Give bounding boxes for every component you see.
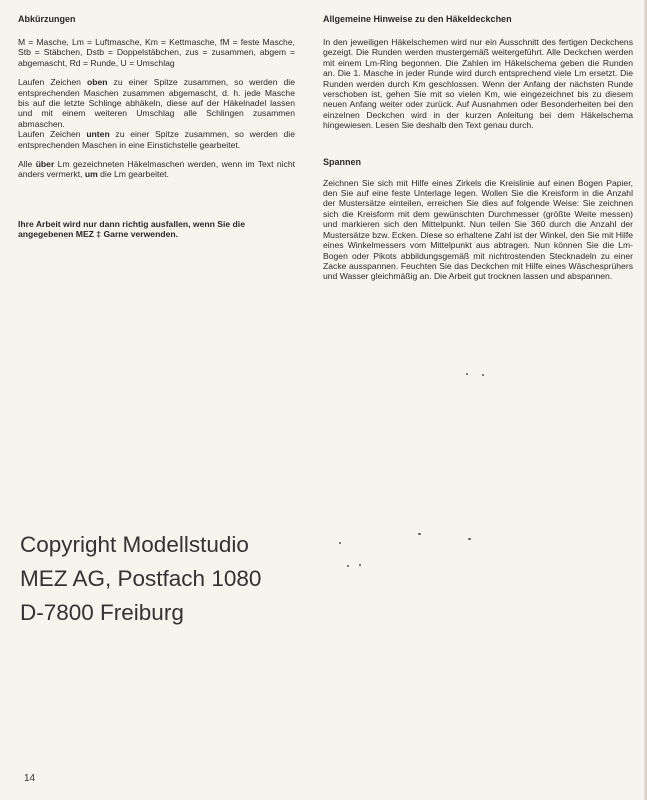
- general-notes-text: In den jeweiligen Häkelschemen wird nur ein Ausschnitt des fertigen Deckchens gezeigt. Die Runden werden mustergemäß weitergeführt. Alle Deckchen werden mit einem Lm-Ring begonnen. Die Zahlen im Häkelschema geben die Runden an. Die 1. Masche in jeder Runde wird durch entsprechend viele Lm ersetzt. Die Runden werden durch Km geschlossen. Wenn der Anfang der nächsten Runde verschoben ist, gehen Sie mit so vielen Km, wie eingezeichnet bis zu diesem neuen Anfang weiter oder zurück. Auf Ausnahmen oder Besonderheiten bei den einzelnen Deckchen wird in der kurzen Anleitung bei dem Häkelschema hingewiesen. Lesen Sie deshalb den Text genau durch.: [323, 37, 633, 131]
- print-speck: [359, 564, 361, 566]
- print-speck: [339, 542, 341, 544]
- page-number: 14: [24, 773, 36, 784]
- paragraph-oben: [18, 77, 295, 129]
- paragraph-unten-part1: Laufen Zeichen: [18, 129, 87, 140]
- copyright-line-2: MEZ AG, Postfach 1080: [20, 566, 262, 591]
- abbreviations-text: M = Masche, Lm = Luftmasche, Km = Kettmasche, fM = feste Masche, Stb = Stäbchen, Dstb = Doppelstäbchen, zus = zusammen, abgem = abgemascht, Rd = Runde, U = Umschlag: [18, 37, 295, 68]
- copyright-line-3: D-7800 Freiburg: [20, 600, 184, 625]
- paragraph-unten-bold: unten: [86, 129, 110, 140]
- print-speck: [347, 565, 349, 567]
- left-column: [18, 14, 295, 240]
- paragraph-ueber-bold: über: [35, 159, 55, 170]
- copyright-line-1: Copyright Modellstudio: [20, 532, 249, 557]
- print-speck: [418, 533, 421, 535]
- print-speck: [468, 538, 471, 540]
- copyright-block: [20, 528, 261, 630]
- spannen-heading: Spannen: [323, 156, 362, 167]
- paragraph-ueber-part2: Lm gezeichneten Häkelmaschen werden, wenn im Text nicht anders vermerkt,: [18, 159, 295, 180]
- general-notes-heading: Allgemeine Hinweise zu den Häkeldeckchen: [323, 14, 512, 24]
- spannen-text: Zeichnen Sie sich mit Hilfe eines Zirkels die Kreislinie auf einen Bogen Papier, den Sie auf eine feste Unterlage legen. Wollen Sie die Kreisform in die Anzahl der Mustersätze einteilen, erreichen Sie dies auf folgende Weise: Sie zeichnen sich die Kreisform mit dem gewünschten Durchmesser (größte Weite messen) und markieren sich den Mittelpunkt. Nun teilen Sie 360 durch die Anzahl der Mustersätze bzw. Ecken. Diese so erhaltene Zahl ist der Winkel, den Sie mit Hilfe eines Winkelmessers vom Mittelpunkt aus abtragen. Nun können Sie die Lm-Bogen oder Pikots abbildungsgemäß mit nichtrostenden Stecknadeln zu einer Zacke ausspannen. Feuchten Sie das Deckchen mit Hilfe eines Wäschesprühers und Wasser gleichmäßig an. Die Arbeit gut trocknen lassen und abspannen.: [323, 177, 633, 282]
- abbreviations-heading: Abkürzungen: [18, 14, 76, 24]
- right-column: [323, 14, 633, 282]
- paragraph-ueber-part1: Alle: [18, 159, 36, 170]
- yarn-notice: Ihre Arbeit wird nur dann richtig ausfallen, wenn Sie die angegebenen MEZ ‡ Garne verwenden.: [18, 218, 245, 240]
- print-speck: [466, 373, 468, 375]
- paragraph-unten: [18, 129, 295, 150]
- paragraph-oben-part1: Laufen Zeichen: [18, 77, 87, 88]
- paragraph-ueber-bold2: um: [84, 169, 98, 180]
- print-speck: [482, 374, 484, 376]
- paragraph-oben-part2: zu einer Spitze zusammen, so werden die entsprechenden Maschen zusammen abgemascht, d. h. jede Masche bis auf die letzte Schlinge abhäkeln, diese auf der Häkelnadel lassen und mit einem weiteren Umschlag alle Schlingen zusammen abmaschen.: [18, 77, 295, 129]
- paragraph-oben-bold: oben: [86, 77, 108, 88]
- paragraph-unten-part2: zu einer Spitze zusammen, so werden die entsprechenden Maschen in eine Einstichstelle gearbeitet.: [18, 129, 295, 150]
- paragraph-ueber-part3: die Lm gearbeitet.: [97, 169, 169, 180]
- paragraph-ueber: [18, 159, 295, 180]
